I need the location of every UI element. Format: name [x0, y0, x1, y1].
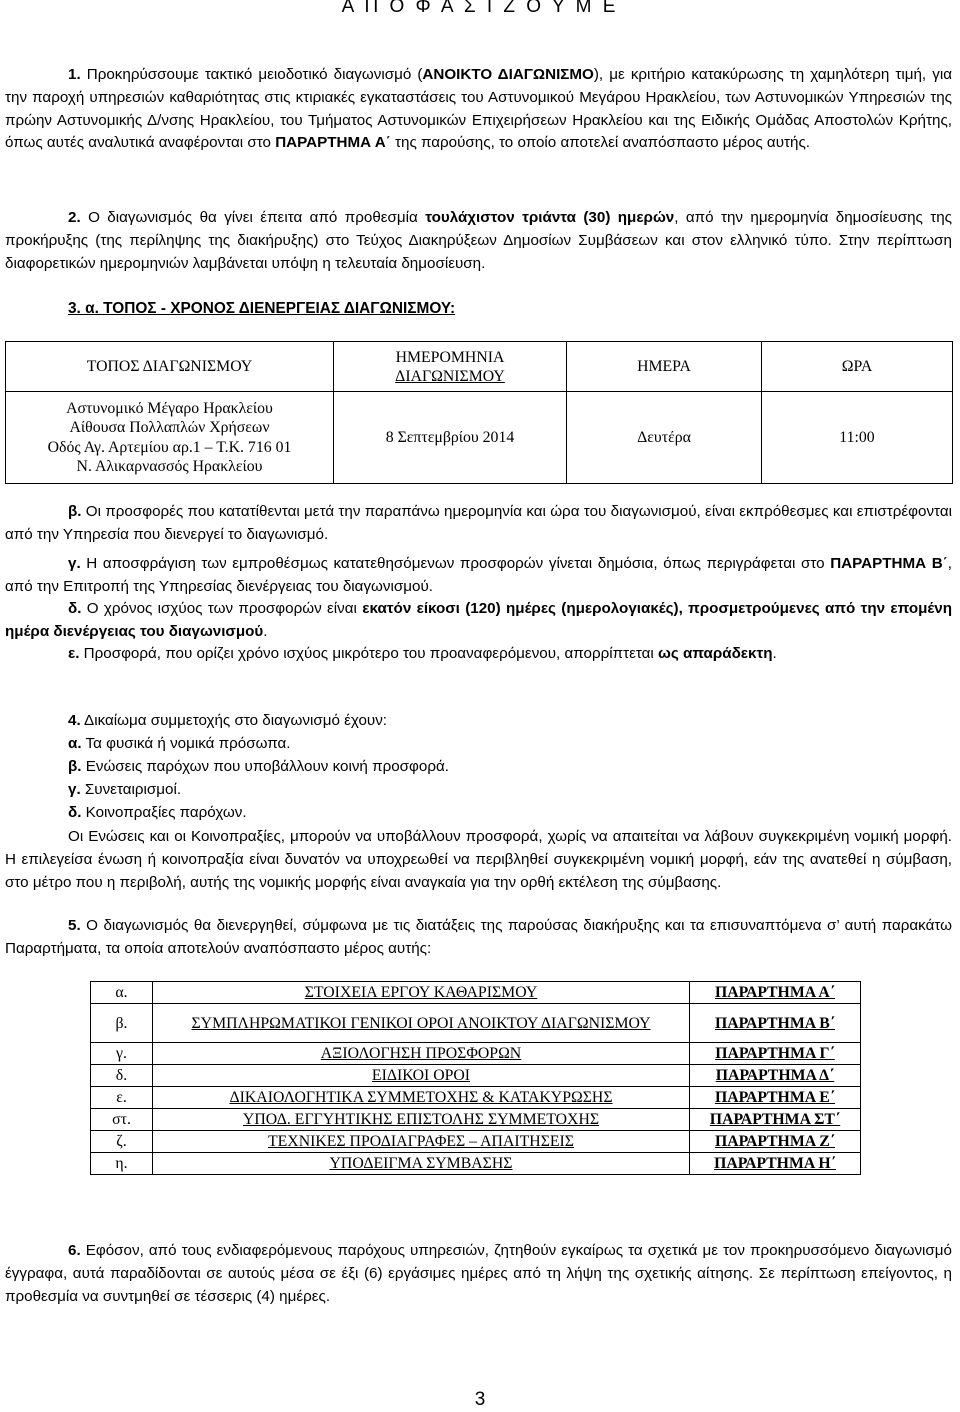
annex-letter: γ. — [91, 1043, 153, 1065]
bold-text: ΠΑΡΑΡΤΗΜΑ Α΄ — [275, 134, 391, 152]
text: . — [772, 645, 777, 662]
text: Ο χρόνος ισχύος των προσφορών είναι — [81, 600, 363, 617]
section-heading-3: 3. α. ΤΟΠΟΣ - ΧΡΟΝΟΣ ΔΙΕΝΕΡΓΕΙΑΣ ΔΙΑΓΩΝΙΣΜΟΥ: — [68, 300, 456, 317]
list-item — [68, 733, 291, 756]
list-label: α. — [68, 735, 82, 752]
annex-description: ΣΤΟΙΧΕΙΑ ΕΡΓΟΥ ΚΑΘΑΡΙΣΜΟΥ — [153, 982, 690, 1004]
annex-description: ΣΥΜΠΛΗΡΩΜΑΤΙΚΟΙ ΓΕΝΙΚΟΙ ΟΡΟΙ ΑΝΟΙΚΤΟΥ ΔΙΑΓΩΝΙΣΜΟΥ — [153, 1004, 690, 1043]
subparagraph-label: β. — [68, 503, 82, 520]
subparagraph-label: δ. — [68, 600, 82, 617]
annex-letter: β. — [91, 1004, 153, 1043]
annex-description: ΔΙΚΑΙΟΛΟΓΗΤΙΚΑ ΣΥΜΜΕΤΟΧΗΣ & ΚΑΤΑΚΥΡΩΣΗΣ — [153, 1087, 690, 1109]
paragraph-4-body: Οι Ενώσεις και οι Κοινοπραξίες, μπορούν να υποβάλλουν προσφορά, χωρίς να απαιτείται να λάβουν συγκεκριμένη νομική μορφή. Η επιλεγείσα ένωση ή κοινοπραξία είναι δυνατόν να υποχρεωθεί να περιβληθεί συγκεκριμένη νομική μορφή, εάν της ανατεθεί η σύμβαση, στο μέτρο που η περιβολή, αυτής της νομικής μορφής είναι αναγκαία για την ορθή εκτέλεση της σύμβασης. — [5, 828, 952, 891]
table-row — [91, 1153, 861, 1175]
text: Οι προσφορές που κατατίθενται μετά την παραπάνω ημερομηνία και ώρα του διαγωνισμού, είναι εκπρόθεσμες και επιστρέφονται από την Υπηρεσία που διενεργεί το διαγωνισμό. — [5, 503, 952, 543]
annex-description: ΕΙΔΙΚΟΙ ΟΡΟΙ — [153, 1065, 690, 1087]
annex-letter: α. — [91, 982, 153, 1004]
list-item — [68, 802, 247, 825]
text: , από την ημερομηνία δημοσίευσης της προκήρυξης (της περίληψης της διακήρυξης) στο Τεύχος Διακηρύξεων Δημοσίων Συμβάσεων και στον ελληνικό τύπο. Στην περίπτωση διαφορετικών ημερομηνιών λαμβάνεται υπόψη η τελευταία δημοσίευση. — [5, 209, 952, 272]
annex-letter: ζ. — [91, 1131, 153, 1153]
text: . — [263, 622, 268, 640]
annex-label: ΠΑΡΑΡΤΗΜΑ Δ΄ — [690, 1065, 861, 1087]
paragraph-5 — [5, 915, 952, 961]
list-label: δ. — [68, 804, 82, 821]
paragraph-1 — [5, 64, 952, 155]
paragraph-number: 2. — [68, 209, 81, 226]
table-row — [91, 1087, 861, 1109]
paragraph-2 — [5, 207, 952, 275]
table-row — [91, 982, 861, 1004]
annex-letter: ε. — [91, 1087, 153, 1109]
venue-date: 8 Σεπτεμβρίου 2014 — [334, 392, 567, 484]
list-label: β. — [68, 758, 82, 775]
bold-text: ΠΑΡΑΡΤΗΜΑ Β΄ — [830, 555, 948, 572]
text: Ο διαγωνισμός θα γίνει έπειτα από προθεσμία — [80, 209, 426, 226]
header-date-line-1: ΗΜΕΡΟΜΗΝΙΑ — [395, 348, 505, 366]
annex-description: ΥΠΟΔΕΙΓΜΑ ΣΥΜΒΑΣΗΣ — [153, 1153, 690, 1175]
paragraph-6 — [5, 1240, 952, 1308]
annex-label: ΠΑΡΑΡΤΗΜΑ Η΄ — [690, 1153, 861, 1175]
annex-label: ΠΑΡΑΡΤΗΜΑ Β΄ — [690, 1004, 861, 1043]
subparagraph-e — [5, 643, 952, 666]
subparagraph-g — [5, 553, 952, 599]
header-day: ΗΜΕΡΑ — [567, 342, 762, 392]
table-row — [91, 1109, 861, 1131]
paragraph-number: 6. — [68, 1242, 81, 1259]
list-text: Ενώσεις παρόχων που υποβάλλουν κοινή προσφορά. — [81, 758, 449, 775]
text: Εφόσον, από τους ενδιαφερόμενους παρόχους υπηρεσιών, ζητηθούν εγκαίρως τα σχετικά με τον προκηρυσσόμενο διαγωνισμό έγγραφα, αυτά παραδίδονται σε αυτούς μέσα σε έξι (6) εργάσιμες ημέρες από τη λήψη της σχετικής αίτησης. Σε περίπτωση επείγοντος, η προθεσμία να συντμηθεί σε τέσσερις (4) ημέρες. — [5, 1242, 952, 1305]
place-line: Ν. Αλικαρνασσός Ηρακλείου — [76, 458, 263, 475]
paragraph-number: 5. — [68, 917, 81, 934]
place-line: Αστυνομικό Μέγαρο Ηρακλείου — [66, 399, 273, 417]
list-item — [68, 779, 181, 802]
annex-label: ΠΑΡΑΡΤΗΜΑ Ε΄ — [690, 1087, 861, 1109]
subparagraph-b — [5, 501, 952, 547]
list-text: Κοινοπραξίες παρόχων. — [81, 804, 247, 821]
subparagraph-label: γ. — [68, 555, 81, 572]
annex-description: ΥΠΟΔ. ΕΓΓΥΗΤΙΚΗΣ ΕΠΙΣΤΟΛΗΣ ΣΥΜΜΕΤΟΧΗΣ — [153, 1109, 690, 1131]
text: Η αποσφράγιση των εμπροθέσμως κατατεθησόμενων προσφορών γίνεται δημόσια, όπως περιγράφεται στο — [80, 555, 831, 572]
table-row — [91, 1065, 861, 1087]
text: , από την Επιτροπή της Υπηρεσίας διενέργειας του διαγωνισμού. — [5, 555, 952, 595]
place-line: Οδός Αγ. Αρτεμίου αρ.1 – Τ.Κ. 716 01 — [47, 438, 292, 456]
annex-letter: στ. — [91, 1109, 153, 1131]
bold-text: εκατόν είκοσι (120) ημέρες (ημερολογιακές), προσμετρούμενες από την επομένη ημέρα διενέργειας του διαγωνισμού — [5, 600, 952, 640]
page-title: Α Π Ο Φ Α Σ Ι Ζ Ο Υ Μ Ε — [341, 0, 619, 17]
annex-label: ΠΑΡΑΡΤΗΜΑ Ζ΄ — [690, 1131, 861, 1153]
table-row — [91, 1043, 861, 1065]
header-date-line-2: ΔΙΑΓΩΝΙΣΜΟΥ — [395, 367, 505, 385]
header-place: ΤΟΠΟΣ ΔΙΑΓΩΝΙΣΜΟΥ — [6, 342, 334, 392]
table-header-row — [6, 342, 953, 392]
text: Προσφορά, που ορίζει χρόνο ισχύος μικρότερο του προαναφερόμενου, απορρίπτεται — [79, 645, 659, 662]
venue-time: 11:00 — [762, 392, 953, 484]
annex-description: ΤΕΧΝΙΚΕΣ ΠΡΟΔΙΑΓΡΑΦΕΣ – ΑΠΑΙΤΗΣΕΙΣ — [153, 1131, 690, 1153]
text: Δικαίωμα συμμετοχής στο διαγωνισμό έχουν: — [80, 712, 388, 729]
table-row — [91, 1004, 861, 1043]
list-label: γ. — [68, 781, 81, 798]
annex-letter: δ. — [91, 1065, 153, 1087]
annex-label: ΠΑΡΑΡΤΗΜΑ Α΄ — [690, 982, 861, 1004]
list-item — [68, 756, 449, 779]
bold-text: ΑΝΟΙΚΤΟ ΔΙΑΓΩΝΙΣΜΟ — [422, 66, 594, 83]
venue-day: Δευτέρα — [567, 392, 762, 484]
venue-place — [6, 392, 334, 484]
annex-label: ΠΑΡΑΡΤΗΜΑ Γ΄ — [690, 1043, 861, 1065]
list-text: Τα φυσικά ή νομικά πρόσωπα. — [81, 735, 291, 752]
header-time: ΩΡΑ — [762, 342, 953, 392]
header-date — [334, 342, 567, 392]
venue-table — [5, 341, 953, 484]
bold-text: ως απαράδεκτη — [658, 645, 773, 662]
text: ), με κριτήριο κατακύρωσης τη χαμηλότερη τιμή, για την παροχή υπηρεσιών καθαριότητας στις κτιριακές εγκαταστάσεις του Αστυνομικού Μεγάρου Ηρακλείου, των Αστυνομικών Υπηρεσιών της πρώην Αστυνομικής Δ/νσης Ηρακλείου, του Τμήματος Αστυνομικών Επιχειρήσεων Ηρακλείου και της Ειδικής Ομάδας Αποστολών Κρήτης, όπως αυτές αναλυτικά αναφέρονται στο — [5, 66, 952, 152]
paragraph-number: 1. — [68, 66, 81, 83]
annex-table — [90, 981, 861, 1175]
table-row — [6, 392, 953, 484]
annex-description: ΑΞΙΟΛΟΓΗΣΗ ΠΡΟΣΦΟΡΩΝ — [153, 1043, 690, 1065]
table-row — [91, 1131, 861, 1153]
bold-text: τουλάχιστον τριάντα (30) ημερών — [425, 209, 675, 226]
subparagraph-label: ε. — [68, 645, 80, 662]
annex-letter: η. — [91, 1153, 153, 1175]
subparagraph-d — [5, 598, 952, 644]
page-number: 3 — [474, 1389, 486, 1410]
list-text: Συνεταιρισμοί. — [80, 781, 182, 798]
annex-label: ΠΑΡΑΡΤΗΜΑ ΣΤ΄ — [690, 1109, 861, 1131]
place-line: Αίθουσα Πολλαπλών Χρήσεων — [69, 419, 270, 436]
text: Προκηρύσσουμε τακτικό μειοδοτικό διαγωνισμό ( — [86, 66, 423, 83]
paragraph-number: 4. — [68, 712, 81, 729]
text: της παρούσης, το οποίο αποτελεί αναπόσπαστο μέρος αυτής. — [390, 134, 810, 152]
paragraph-4-heading — [68, 710, 387, 733]
text: Ο διαγωνισμός θα διενεργηθεί, σύμφωνα με τις διατάξεις της παρούσας διακήρυξης και τα επισυναπτόμενα σ’ αυτή παρακάτω Παραρτήματα, τα οποία αποτελούν αναπόσπαστο μέρος αυτής: — [5, 917, 952, 957]
